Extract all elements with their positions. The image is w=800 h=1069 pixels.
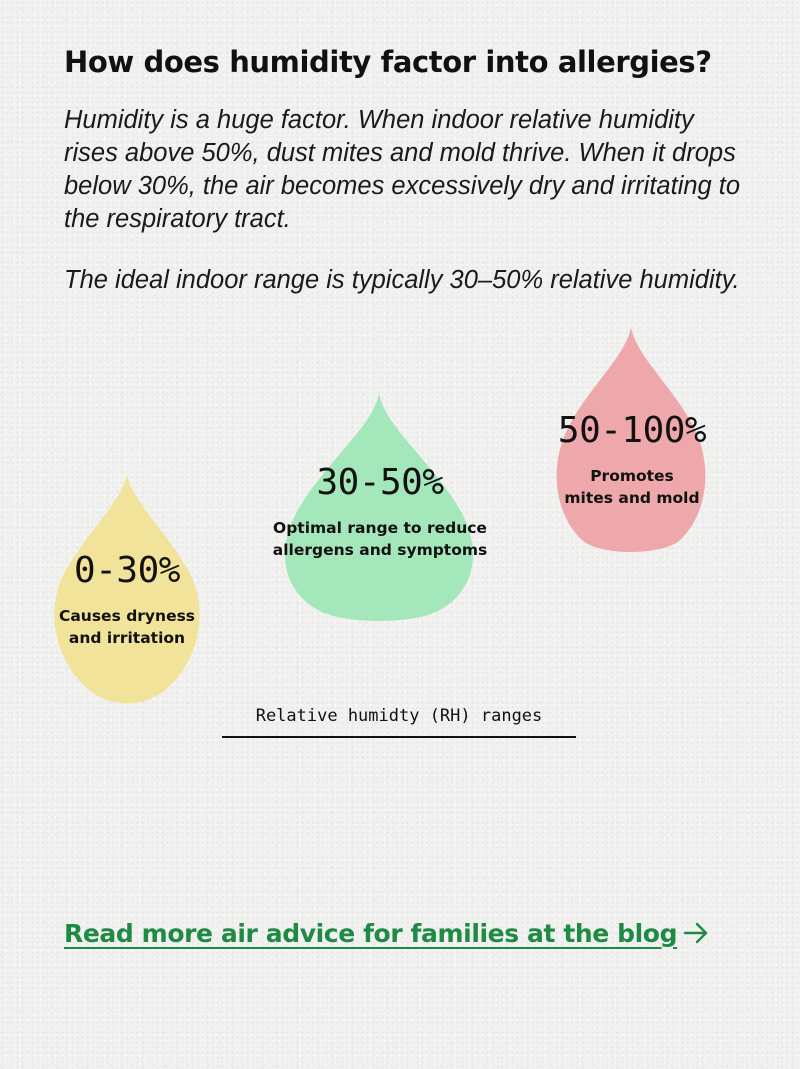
range-value: 30-50%: [316, 462, 444, 503]
blog-link-text[interactable]: Read more air advice for families at the blog: [64, 918, 678, 948]
drop-label-optimal: [273, 463, 488, 561]
page-title: How does humidity factor into allergies?: [64, 45, 712, 79]
drop-label-high: [558, 411, 706, 509]
arrow-right-icon[interactable]: [682, 920, 710, 946]
range-description-line: Causes dryness: [58, 607, 196, 625]
intro-paragraph: Humidity is a huge factor. When indoor relative humidity rises above 50%, dust mites and mold thrive. When it drops below 30%, the air becomes excessively dry and irritating to the respiratory tract.: [64, 106, 741, 233]
ideal-range-paragraph: The ideal indoor range is typically 30–50% relative humidity.: [64, 266, 740, 294]
range-description-line: Promotes: [590, 467, 674, 485]
axis-label: Relative humidty (RH) ranges: [255, 706, 543, 726]
arrow-right-icon-path: [685, 924, 706, 942]
range-description-line: Optimal range to reduce: [273, 519, 487, 537]
range-description-line: allergens and symptoms: [272, 541, 488, 559]
blog-link[interactable]: [64, 910, 724, 956]
range-value: 50-100%: [557, 410, 707, 451]
range-description-line: and irritation: [68, 629, 186, 647]
drop-label-low: [59, 551, 195, 649]
range-description-line: mites and mold: [564, 489, 700, 507]
axis-line: [222, 736, 576, 738]
range-value: 0-30%: [74, 550, 180, 591]
